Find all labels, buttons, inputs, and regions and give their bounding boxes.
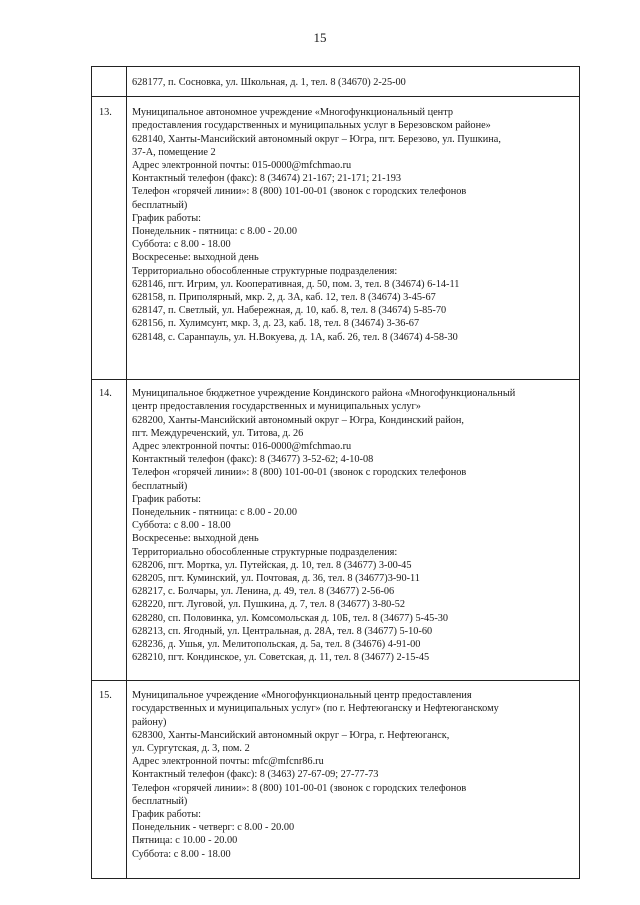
table-row-continuation [92, 67, 580, 97]
row-number-cell: 15. [92, 681, 127, 879]
hotline-line: Телефон «горячей линии»: 8 (800) 101-00-01 (звонок с городских телефонов [132, 467, 467, 479]
subdivision-line: 628158, п. Приполярный, мкр. 2, д. 3А, каб. 12, тел. 8 (34674) 3-45-67 [132, 292, 436, 304]
schedule-heading: График работы: [132, 809, 202, 821]
row-content-cell [127, 97, 580, 380]
table-row-14 [92, 380, 580, 681]
row-number-cell: 14. [92, 380, 127, 681]
text-line: Муниципальное бюджетное учреждение Кондинского района «Многофункциональный [132, 388, 516, 400]
subdivision-line: 628280, сп. Половинка, ул. Комсомольская д. 10Б, тел. 8 (34677) 5-45-30 [132, 612, 449, 624]
schedule-line: Понедельник - пятница: с 8.00 - 20.00 [132, 507, 297, 519]
text-line: ул. Сургутская, д. 3, пом. 2 [132, 743, 250, 755]
subdivision-line: 628147, п. Светлый, ул. Набережная, д. 10, каб. 8, тел. 8 (34674) 5-85-70 [132, 305, 447, 317]
phone-line: Контактный телефон (факс): 8 (3463) 27-67-09; 27-77-73 [132, 769, 379, 781]
schedule-line: Воскресенье: выходной день [132, 533, 259, 545]
subdivision-line: 628206, пгт. Мортка, ул. Путейская, д. 10, тел. 8 (34677) 3-00-45 [132, 559, 412, 571]
mfc-offices-table [91, 66, 580, 879]
subdivisions-heading: Территориально обособленные структурные подразделения: [132, 546, 398, 558]
schedule-line: Понедельник - четверг: с 8.00 - 20.00 [132, 822, 295, 834]
text-line: бесплатный) [132, 795, 188, 807]
subdivision-line: 628146, пгт. Игрим, ул. Кооперативная, д. 50, пом. 3, тел. 8 (34674) 6-14-11 [132, 278, 460, 290]
text-line: 628300, Ханты-Мансийский автономный округ – Югра, г. Нефтеюганск, [132, 729, 450, 741]
subdivision-line: 628213, сп. Ягодный, ул. Центральная, д. 28А, тел. 8 (34677) 5-10-60 [132, 625, 433, 637]
text-line: Муниципальное учреждение «Многофункциональный центр предоставления [132, 690, 472, 702]
text-line: Муниципальное автономное учреждение «Многофункциональный центр [132, 107, 453, 119]
schedule-heading: График работы: [132, 493, 202, 505]
text-line: 628140, Ханты-Мансийский автономный округ – Югра, пгт. Березово, ул. Пушкина, [132, 133, 501, 145]
text-line: району) [132, 716, 167, 728]
subdivision-line: 628210, пгт. Кондинское, ул. Советская, д. 11, тел. 8 (34677) 2-15-45 [132, 652, 430, 664]
subdivision-line: 628205, пгт. Куминский, ул. Почтовая, д. 36, тел. 8 (34677)3-90-11 [132, 573, 420, 585]
table-row-15 [92, 681, 580, 879]
schedule-heading: График работы: [132, 212, 202, 224]
schedule-line: Суббота: с 8.00 - 18.00 [132, 848, 231, 860]
subdivisions-heading: Территориально обособленные структурные подразделения: [132, 265, 398, 277]
email-line: Адрес электронной почты: 015-0000@mfchmao.ru [132, 160, 352, 172]
text-line: 37-А, помещение 2 [132, 146, 216, 158]
phone-line: Контактный телефон (факс): 8 (34677) 3-52-62; 4-10-08 [132, 454, 374, 466]
page-number: 15 [313, 30, 327, 45]
subdivision-line: 628217, с. Болчары, ул. Ленина, д. 49, тел. 8 (34677) 2-56-06 [132, 586, 395, 598]
phone-line: Контактный телефон (факс): 8 (34674) 21-167; 21-171; 21-193 [132, 173, 402, 185]
table-row-13 [92, 97, 580, 380]
text-line: предоставления государственных и муниципальных услуг в Березовском районе» [132, 120, 491, 132]
text-line: 628177, п. Сосновка, ул. Школьная, д. 1, тел. 8 (34670) 2-25-00 [132, 77, 406, 88]
schedule-line: Суббота: с 8.00 - 18.00 [132, 239, 231, 251]
hotline-line: Телефон «горячей линии»: 8 (800) 101-00-01 (звонок с городских телефонов [132, 186, 467, 198]
subdivision-line: 628148, с. Саранпауль, ул. Н.Вокуева, д. 1А, каб. 26, тел. 8 (34674) 4-58-30 [132, 331, 458, 343]
subdivision-line: 628220, пгт. Луговой, ул. Пушкина, д. 7, тел. 8 (34677) 3-80-52 [132, 599, 406, 611]
schedule-line: Воскресенье: выходной день [132, 252, 259, 264]
subdivision-line: 628156, п. Хулимсунт, мкр. 3, д. 23, каб. 18, тел. 8 (34674) 3-36-67 [132, 318, 420, 330]
subdivision-line: 628236, д. Ушья, ул. Мелитопольская, д. 5а, тел. 8 (34676) 4-91-00 [132, 639, 421, 651]
text-line: бесплатный) [132, 480, 188, 492]
email-line: Адрес электронной почты: mfc@mfcnr86.ru [132, 756, 324, 768]
row-content-cell [127, 67, 580, 97]
text-line: центр предоставления государственных и муниципальных услуг» [132, 401, 421, 413]
row-number-cell: 13. [92, 97, 127, 380]
row-content-cell [127, 380, 580, 681]
schedule-line: Пятница: с 10.00 - 20.00 [132, 835, 238, 847]
email-line: Адрес электронной почты: 016-0000@mfchmao.ru [132, 441, 352, 453]
row-content-cell [127, 681, 580, 879]
text-line: 628200, Ханты-Мансийский автономный округ – Югра, Кондинский район, [132, 414, 464, 426]
hotline-line: Телефон «горячей линии»: 8 (800) 101-00-01 (звонок с городских телефонов [132, 782, 467, 794]
text-line: пгт. Междуреченский, ул. Титова, д. 26 [132, 427, 304, 439]
schedule-line: Понедельник - пятница: с 8.00 - 20.00 [132, 226, 297, 238]
text-line: бесплатный) [132, 199, 188, 211]
text-line: государственных и муниципальных услуг» (по г. Нефтеюганску и Нефтеюганскому [132, 703, 499, 715]
row-number-cell [92, 67, 127, 97]
schedule-line: Суббота: с 8.00 - 18.00 [132, 520, 231, 532]
